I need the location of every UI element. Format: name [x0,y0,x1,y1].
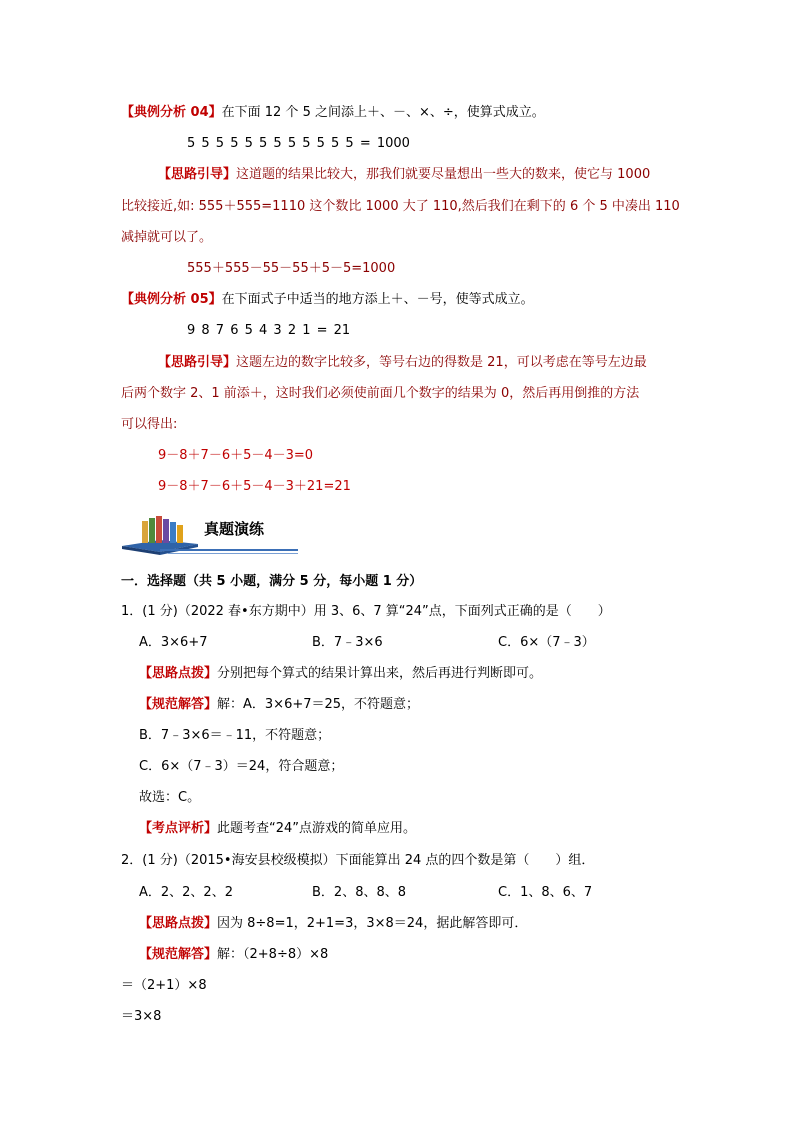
question-2-solution-1: 解：（2+8÷8）×8 [217,947,329,962]
banner-title: 真题演练 [204,520,265,538]
example-04-text: 在下面 12 个 5 之间添上＋、－、×、÷，使算式成立。 [221,105,545,120]
example-05-hint-line-2: 后两个数字 2、1 前添＋，这时我们必须使前面几个数字的结果为 0，然后再用倒推的方法 [121,386,640,401]
example-05-answer-2: 9－8＋7－6＋5－4－3＋21=21 [158,479,351,494]
example-05-hint-tag: 【思路引导】 [158,355,237,370]
example-04-tag: 【典例分析 04】 [121,105,222,120]
example-04-hint-tag: 【思路引导】 [158,167,237,182]
question-1-tip-text: 分别把每个算式的结果计算出来，然后再进行判断即可。 [217,666,543,681]
question-2-solution-tag: 【规范解答】 [139,947,218,962]
example-05-tag: 【典例分析 05】 [121,292,222,307]
question-1-option-a: A．3×6+7 [139,635,208,650]
question-1-solution-3: C．6×（7﹣3）＝24，符合题意； [139,759,344,774]
example-04-answer: 555＋555－55－55＋5－5=1000 [187,261,396,276]
question-1-option-b: B．7﹣3×6 [312,635,383,650]
question-2-solution-3: ＝3×8 [121,1009,162,1024]
question-2-stem: 2．(1 分)（2015•海安县校级模拟）下面能算出 24 点的四个数是第（ ）组． [121,853,595,868]
question-1-tip-tag: 【思路点拨】 [139,666,218,681]
question-1-tip [139,665,542,683]
question-2-option-b: B．2、8、8、8 [312,885,407,900]
example-05-line [121,291,534,309]
question-1-solution-tag: 【规范解答】 [139,697,218,712]
question-1-evaluation-text: 此题考查“24”点游戏的简单应用。 [217,821,417,836]
example-04-hint-line-3: 减掉就可以了。 [121,230,213,245]
section-heading: 一．选择题（共 5 小题，满分 5 分，每小题 1 分） [121,574,423,589]
example-04-equation: 5 5 5 5 5 5 5 5 5 5 5 5 = 1000 [187,136,410,151]
question-2-tip-tag: 【思路点拨】 [139,916,218,931]
question-2-tip [139,915,527,933]
question-1-evaluation [139,820,416,838]
question-2-solution-2: ＝（2+1）×8 [121,978,207,993]
example-04-line [121,104,545,122]
example-04-hint-line-2: 比较接近,如: 555＋555=1110 这个数比 1000 大了 110,然后我们在剩下的 6 个 5 中凑出 110 [121,199,680,214]
question-1-solution-1: 解：A．3×6+7＝25，不符题意； [217,697,420,712]
example-05-hint-line-3: 可以得出: [121,417,178,432]
question-1-evaluation-tag: 【考点评析】 [139,821,218,836]
question-2-option-c: C．1、8、6、7 [498,885,593,900]
question-1-stem: 1．(1 分)（2022 春•东方期中）用 3、6、7 算“24”点，下面列式正确的是（ ） [121,604,611,619]
question-1-choose: 故选：C。 [139,790,201,805]
example-05-equation: 9 8 7 6 5 4 3 2 1 = 21 [187,323,351,338]
question-1-option-c: C．6×（7﹣3） [498,635,595,650]
question-2-tip-text: 因为 8÷8=1，2+1=3，3×8＝24，据此解答即可． [217,916,528,931]
question-1-solution [139,696,419,714]
question-2-solution [139,946,328,964]
example-05-answer-1: 9－8＋7－6＋5－4－3=0 [158,448,314,463]
section-banner [120,514,300,556]
example-04-hint-text-1: 这道题的结果比较大，那我们就要尽量想出一些大的数来，使它与 1000 [236,167,651,182]
question-2-option-a: A．2、2、2、2 [139,885,233,900]
example-05-hint-text-1: 这题左边的数字比较多，等号右边的得数是 21，可以考虑在等号左边最 [236,355,647,370]
question-1-solution-2: B．7﹣3×6＝﹣11，不符题意； [139,728,331,743]
example-04-hint-line-1 [158,166,650,184]
example-05-hint-line-1 [158,354,647,372]
example-05-text: 在下面式子中适当的地方添上＋、－号，使等式成立。 [221,292,534,307]
